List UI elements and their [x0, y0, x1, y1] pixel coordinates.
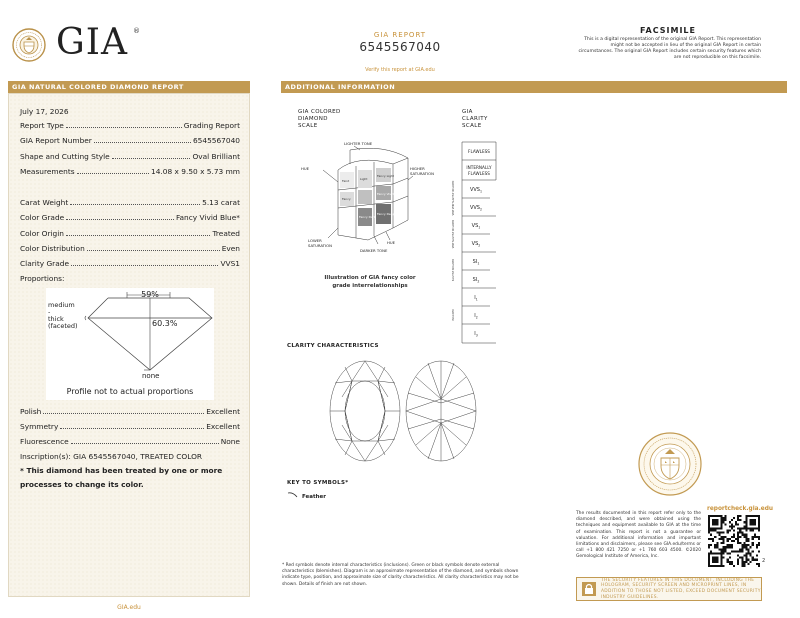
color-scale-title-line: DIAMOND	[298, 116, 328, 122]
label-fancy: Fancy	[342, 197, 351, 201]
row-polish	[20, 406, 240, 416]
row-key: Clarity Grade	[20, 259, 69, 268]
clarity-group-vvs: VERY VERY SLIGHTLY INCLUDED	[452, 180, 455, 216]
row-key: Measurements	[20, 167, 75, 176]
row-key: Color Origin	[20, 229, 64, 238]
report-date: July 17, 2026	[20, 107, 69, 116]
clarity-group-i: INCLUDED	[452, 309, 455, 321]
color-scale-title	[298, 109, 341, 130]
row-value: Treated	[212, 229, 240, 238]
grade-sub: 3	[475, 333, 478, 338]
grade-sub: 1	[479, 189, 483, 194]
grade-base: VS	[471, 241, 479, 247]
row-value: 14.08 x 9.50 x 5.73 mm	[151, 167, 240, 176]
grade-base: SI	[472, 277, 478, 283]
row-value: 6545567040	[192, 136, 240, 145]
gia-edu-footer[interactable]: GIA.edu	[117, 604, 141, 611]
qr-number: 2	[762, 558, 766, 564]
row-fluorescence	[20, 436, 240, 446]
clarity-grade-si1	[473, 259, 480, 266]
row-key: Polish	[20, 407, 42, 416]
grade-base: VVS	[469, 187, 480, 193]
treatment-note: * This diamond has been treated by one or more processes to change its color.	[20, 466, 223, 489]
grade-sub: 2	[475, 315, 478, 320]
row-value: Excellent	[206, 407, 240, 416]
clarity-scale-title-line: CLARITY	[462, 116, 488, 122]
qr-code-icon[interactable]	[708, 515, 760, 567]
row-color-distribution	[20, 243, 240, 253]
clarity-grade-i3	[474, 331, 478, 338]
clarity-group-si: SLIGHTLY INCLUDED	[452, 258, 455, 282]
label-lighter-tone: LIGHTER TONE	[344, 141, 373, 146]
facsimile-title: FACSIMILE	[640, 26, 696, 35]
registered-mark: ®	[133, 27, 140, 35]
girdle-label-1: medium	[48, 301, 75, 309]
key-to-symbols-title: KEY TO SYMBOLS*	[287, 480, 349, 486]
row-key: Carat Weight	[20, 198, 69, 207]
report-header	[340, 31, 460, 54]
facsimile-description: This is a digital representation of the original GIA Report. This representation might not be accepted in lieu of the original GIA Report in certain circumstances. The original GIA Report includes certain security features which are not reproducible on this facsimile.	[578, 37, 761, 60]
row-key: Report Type	[20, 121, 64, 130]
right-section-title: ADDITIONAL INFORMATION	[281, 81, 787, 93]
clarity-grade-if: INTERNALLY	[466, 165, 492, 170]
row-carat-weight	[20, 197, 240, 207]
grade-sub: 2	[477, 279, 480, 284]
grade-sub: 2	[479, 207, 483, 212]
clarity-grade-vs2	[472, 241, 481, 248]
table-percent-label: 59%	[141, 290, 159, 299]
clarity-grade-vvs2	[470, 205, 482, 212]
row-shape	[20, 151, 240, 161]
inscription: Inscription(s): GIA 6545567040, TREATED COLOR	[20, 452, 203, 461]
clarity-grade-i2	[474, 313, 478, 320]
disclaimer-text: The results documented in this report refer only to the diamond described, and were obtained using the techniques and equipment available to GIA at the time of examination. This report is not a guarantee or valuation. For additional information and important limitations and disclaimers, please see GIA.edu/terms or call +1 800 421 7250 or +1 760 603 4500. ©2020 Gemological Institute of America, Inc.	[576, 511, 701, 560]
security-features-box	[576, 577, 762, 601]
clarity-scale-title-line: SCALE	[462, 123, 482, 129]
clarity-group-vs: VERY SLIGHTLY INCLUDED	[452, 219, 455, 249]
proportions-label: Proportions:	[20, 274, 65, 283]
label-higher-saturation: SATURATION	[410, 171, 434, 176]
label-faint: Faint	[342, 179, 350, 183]
facsimile-block	[575, 26, 761, 61]
row-value: Excellent	[206, 422, 240, 431]
label-fancy-deep: Fancy Deep	[377, 212, 395, 216]
girdle-label-3: thick	[48, 315, 64, 323]
profile-caption: Profile not to actual proportions	[66, 387, 194, 396]
grade-sub: 1	[478, 225, 481, 230]
label-darker-tone: DARKER TONE	[360, 248, 388, 253]
row-key: GIA Report Number	[20, 136, 92, 145]
row-report-number	[20, 135, 240, 145]
color-scale-title-line: SCALE	[298, 123, 318, 129]
label-hue-left: HUE	[301, 166, 310, 171]
row-key: Color Distribution	[20, 244, 85, 253]
girdle-label-2: -	[48, 308, 51, 316]
grade-base: I	[474, 295, 476, 301]
clarity-grade-si2	[473, 277, 480, 284]
row-key: Symmetry	[20, 422, 59, 431]
clarity-grade-i1	[474, 295, 478, 302]
report-number: 6545567040	[359, 40, 441, 54]
row-key: Color Grade	[20, 213, 65, 222]
row-report-type	[20, 120, 240, 130]
clarity-scale-diagram	[448, 140, 500, 345]
reportcheck-link[interactable]: reportcheck.gia.edu	[707, 506, 773, 512]
color-scale-caption	[315, 274, 425, 290]
clarity-grade-vs1	[472, 223, 481, 230]
label-hue-bottom: HUE	[387, 240, 396, 245]
grade-base: VS	[471, 223, 479, 229]
row-key: Shape and Cutting Style	[20, 152, 110, 161]
grade-base: SI	[472, 259, 478, 265]
lock-icon	[581, 581, 597, 597]
gia-logo-seal-icon	[12, 28, 46, 62]
clarity-scale-title-line: GIA	[462, 109, 473, 115]
row-value: None	[220, 437, 240, 446]
proportions-profile-diagram	[46, 288, 214, 400]
depth-percent-label: 60.3%	[152, 319, 178, 328]
verify-link[interactable]: Verify this report at GIA.edu	[365, 67, 435, 73]
row-measurements	[20, 166, 240, 176]
clarity-grade-fl: FLAWLESS	[468, 149, 490, 154]
symbols-footnote: * Red symbols denote internal characteristics (inclusions). Green or black symbols denote external characteristics (blemishes). Diagram is an approximate representation of the diamond, and symbols shown indicate type, position, and approximate size of clarity characteristics. All clarity characteristics may not be shown. Details of finish are not shown.	[282, 563, 519, 587]
row-value: VVS1	[220, 259, 240, 268]
row-key: Fluorescence	[20, 437, 69, 446]
culet-label: none	[142, 372, 160, 380]
row-value: 5.13 carat	[202, 198, 240, 207]
grade-sub: 1	[477, 261, 480, 266]
clarity-plot-pavilion-diagram	[404, 359, 478, 463]
report-label: GIA REPORT	[373, 31, 427, 39]
left-section-title: GIA NATURAL COLORED DIAMOND REPORT	[8, 81, 250, 93]
label-light: Light	[360, 177, 368, 181]
label-fancy-vivid: Fancy Vivid	[377, 192, 394, 196]
label-lower-saturation: SATURATION	[308, 243, 332, 248]
row-symmetry	[20, 421, 240, 431]
girdle-label-4: (faceted)	[48, 322, 78, 330]
colored-diamond-scale-diagram	[298, 140, 446, 254]
row-color-origin	[20, 228, 240, 238]
clarity-grade-if-sub: FLAWLESS	[468, 171, 490, 176]
grade-sub: 1	[475, 297, 478, 302]
row-color-grade	[20, 212, 240, 222]
row-value: Fancy Vivid Blue*	[175, 213, 240, 222]
caption-line: grade interrelationships	[332, 283, 408, 289]
color-scale-title-line: GIA COLORED	[298, 109, 341, 115]
gia-seal-icon	[638, 432, 702, 496]
security-text: THE SECURITY FEATURES IN THIS DOCUMENT, INCLUDING THE HOLOGRAM, SECURITY SCREEN AND MICROPRINT LINES, IN ADDITION TO THOSE NOT LISTED, EXCEED DOCUMENT SECURITY INDUSTRY GUIDELINES.	[601, 577, 761, 600]
gia-logo-text: GIA	[56, 22, 128, 63]
label-fancy-dark: Fancy Dark	[359, 215, 376, 219]
row-value: Grading Report	[183, 121, 240, 130]
grade-sub: 2	[478, 243, 481, 248]
clarity-characteristics-title: CLARITY CHARACTERISTICS	[287, 343, 379, 349]
label-lower: LOWER	[308, 238, 322, 243]
label-higher: HIGHER	[410, 166, 425, 171]
clarity-scale-title	[462, 109, 488, 130]
grade-base: I	[474, 313, 476, 319]
grade-base: I	[474, 331, 476, 337]
row-value: Oval Brilliant	[192, 152, 240, 161]
caption-line: Illustration of GIA fancy color	[324, 275, 416, 281]
clarity-plot-crown-diagram	[328, 359, 402, 463]
row-clarity-grade	[20, 258, 240, 268]
feather-icon	[287, 491, 299, 499]
feather-label: Feather	[302, 494, 326, 500]
label-fancy-light: Fancy Light	[377, 174, 395, 178]
grade-base: VVS	[469, 205, 480, 211]
row-value: Even	[221, 244, 240, 253]
clarity-grade-vvs1	[470, 187, 482, 194]
